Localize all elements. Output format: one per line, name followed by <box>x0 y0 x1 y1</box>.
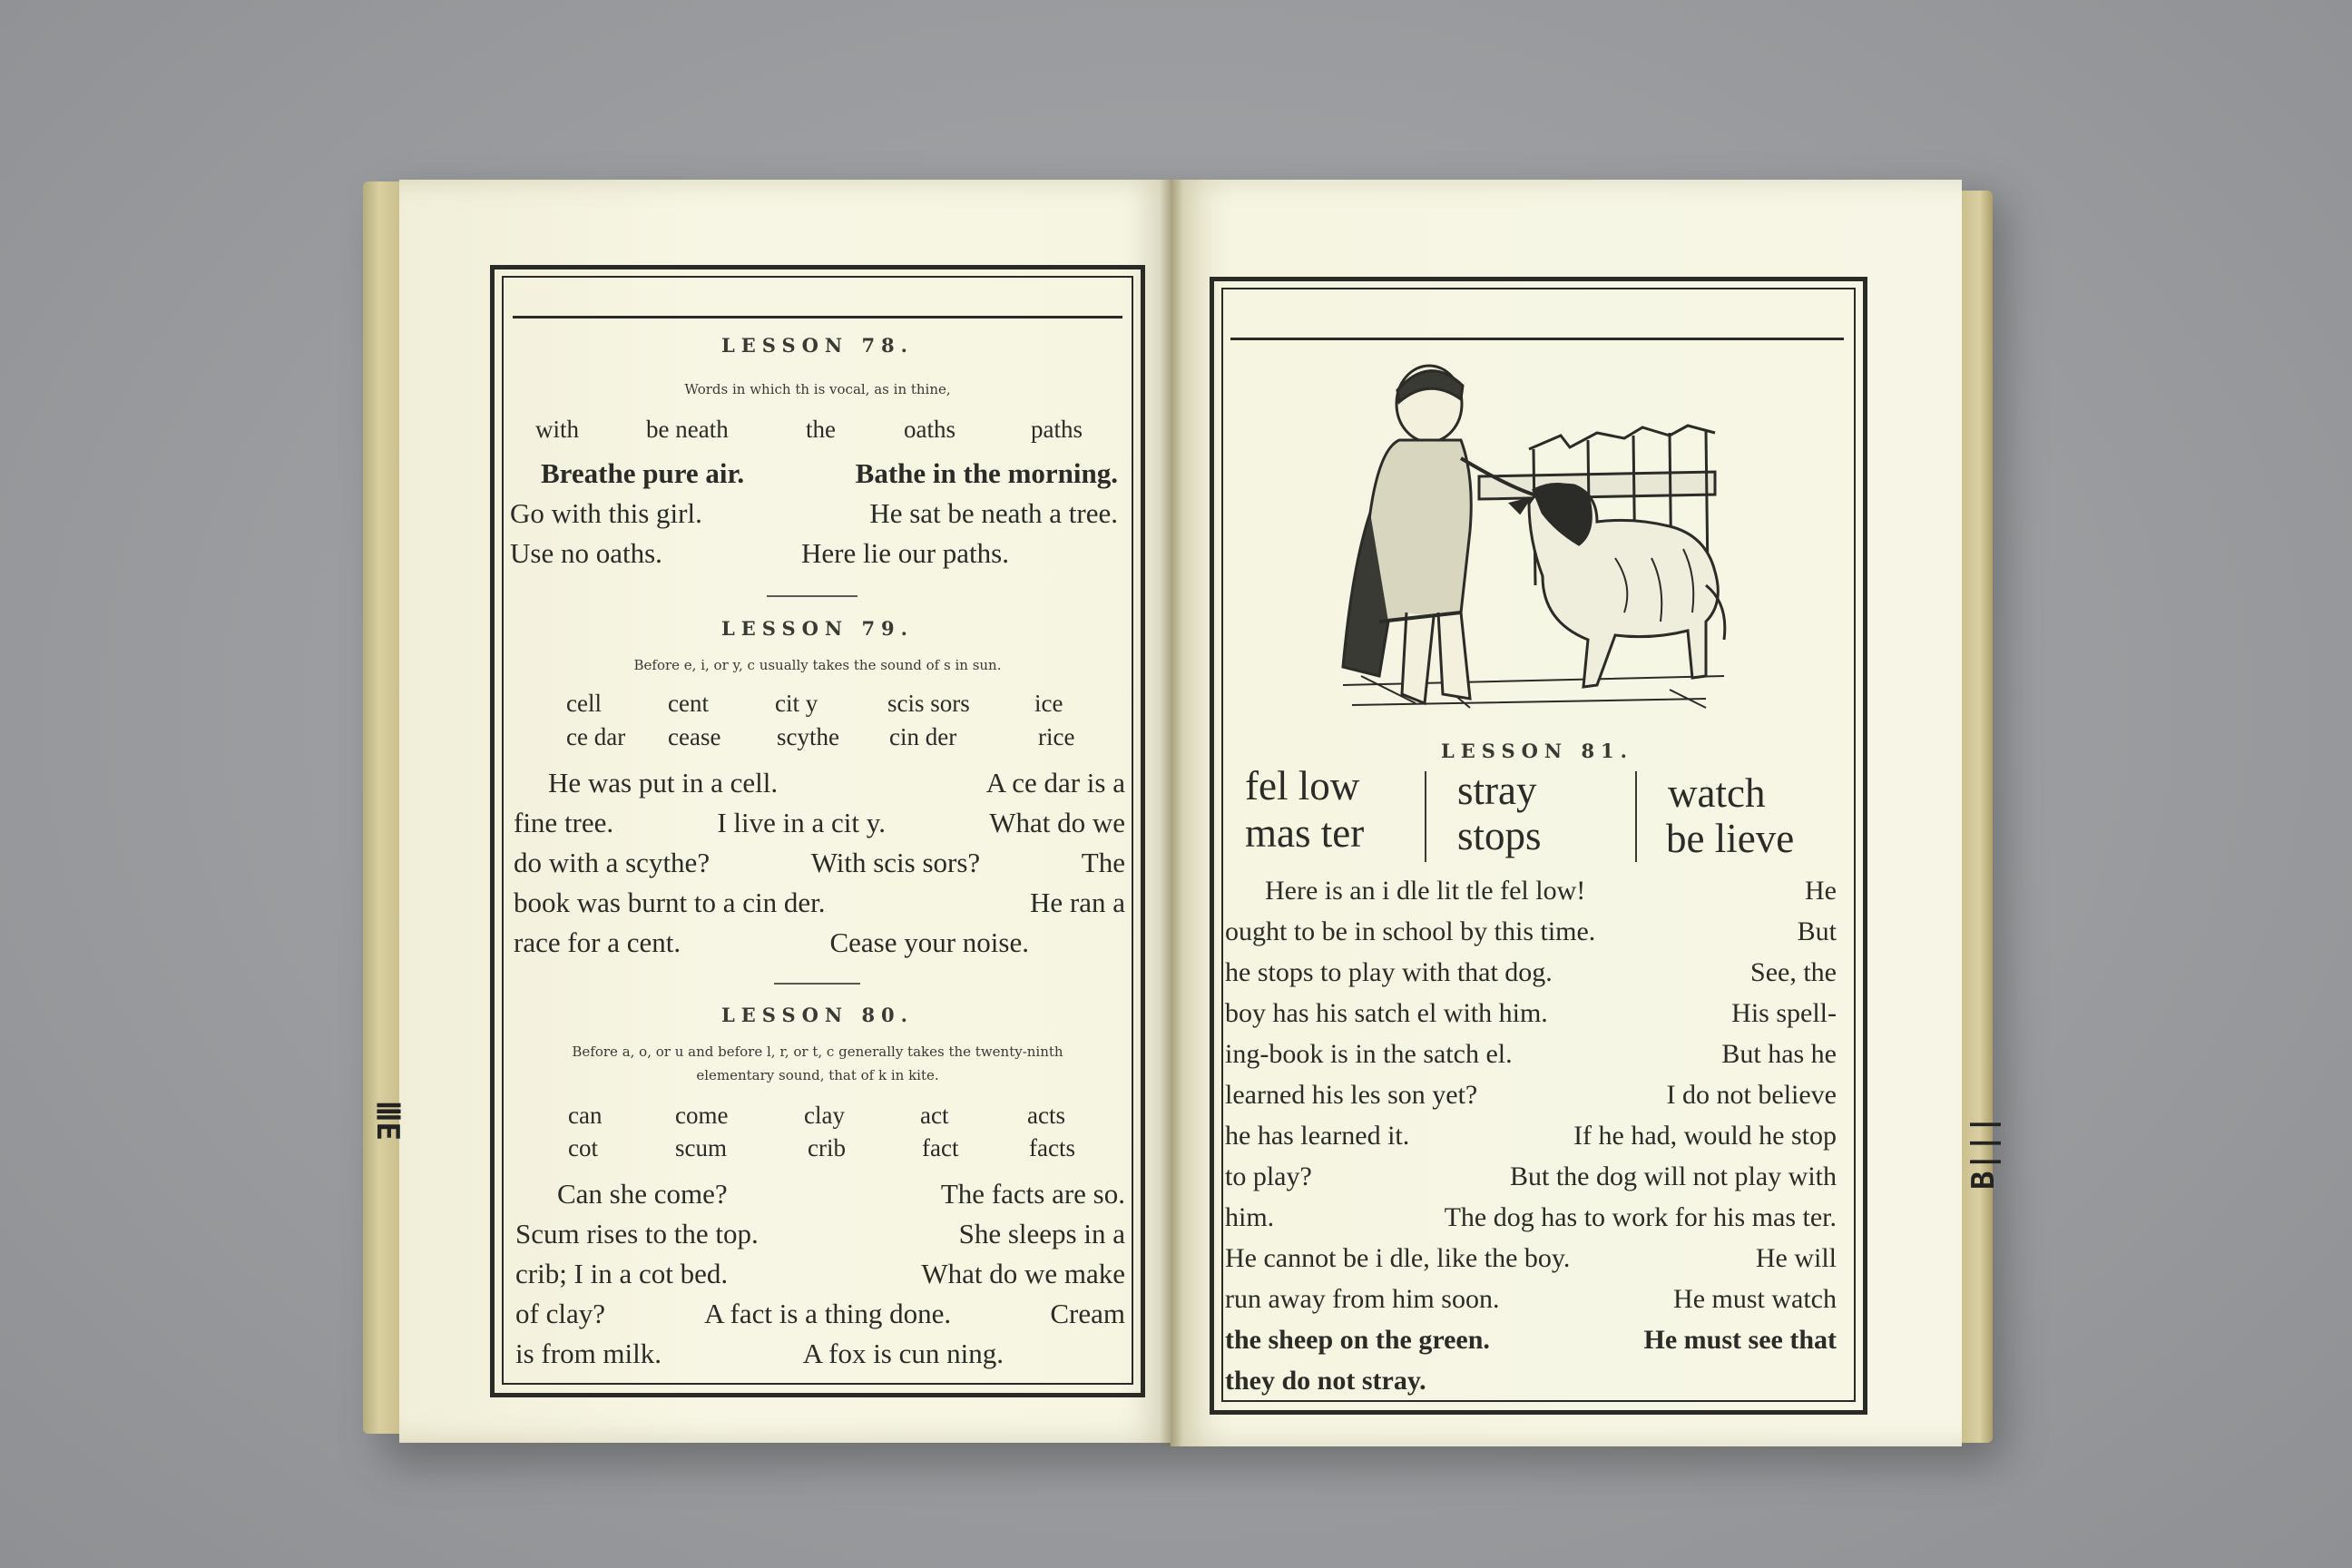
lesson-79-title: LESSON 79. <box>721 617 914 640</box>
lesson-79-line <box>514 847 1125 879</box>
sentence: crib; I in a cot bed. <box>515 1258 729 1289</box>
lesson-80-line <box>515 1298 1125 1330</box>
lesson-81-line <box>1225 1284 1837 1315</box>
sentence: What do we <box>989 807 1125 838</box>
sentence: learned his les son yet? <box>1225 1080 1478 1110</box>
word: act <box>920 1102 949 1129</box>
sentence: He sat be neath a tree. <box>869 497 1118 529</box>
sentence: Here lie our paths. <box>801 537 1009 569</box>
sentence: See, the <box>1750 957 1837 987</box>
sentence: With scis sors? <box>810 847 981 878</box>
sentence: He must watch <box>1673 1284 1837 1314</box>
sentence: But has he <box>1721 1039 1837 1069</box>
lesson-81-line <box>1225 1039 1837 1070</box>
lesson-79-line <box>548 767 1125 799</box>
lesson-81-line <box>1225 998 1837 1029</box>
sentence: do with a scythe? <box>514 847 710 878</box>
word: be neath <box>646 416 729 443</box>
book-gutter <box>1160 180 1183 1446</box>
sentence: The <box>1081 847 1125 878</box>
sentence: of clay? <box>515 1298 605 1329</box>
lesson-81-line <box>1225 1243 1837 1274</box>
sentence: He was put in a cell. <box>548 767 779 799</box>
sentence: The facts are so. <box>940 1178 1125 1210</box>
lesson-80-line <box>557 1178 1125 1210</box>
lesson-78-note: Words in which th is vocal, as in thine, <box>684 381 951 397</box>
word: fact <box>922 1134 959 1161</box>
child-and-dog-illustration <box>1325 349 1742 730</box>
lesson-81-line <box>1225 1325 1837 1356</box>
left-top-rule <box>513 316 1122 318</box>
sentence: He cannot be i dle, like the boy. <box>1225 1243 1571 1273</box>
sentence: I live in a cit y. <box>717 807 887 838</box>
sentence: they do not stray. <box>1225 1366 1426 1396</box>
sentence: Cream <box>1050 1298 1125 1329</box>
book-edge-right <box>1960 191 1993 1443</box>
word: scis sors <box>887 690 970 717</box>
sentence: A fox is cun ning. <box>802 1338 1004 1369</box>
word: oaths <box>904 416 956 443</box>
sentence: I do not believe <box>1666 1080 1837 1110</box>
word: rice <box>1038 723 1075 750</box>
sentence: She sleeps in a <box>958 1218 1125 1250</box>
page-edge-mark-left: ⅢE <box>368 1101 406 1141</box>
sentence: Breathe pure air. <box>541 457 745 489</box>
sentence: book was burnt to a cin der. <box>514 887 826 918</box>
lesson-78-line <box>510 537 1009 570</box>
column-divider <box>1425 771 1426 862</box>
sentence: He ran a <box>1030 887 1125 918</box>
sentence: Can she come? <box>557 1178 728 1210</box>
sentence: Scum rises to the top. <box>515 1218 759 1250</box>
vocab-word: fel low <box>1245 763 1360 808</box>
word: cell <box>566 690 602 717</box>
vocab-word: stray <box>1457 768 1537 813</box>
sentence: What do we make <box>921 1258 1125 1289</box>
word: with <box>535 416 580 443</box>
sentence: him. <box>1225 1202 1275 1232</box>
sentence: to play? <box>1225 1161 1312 1191</box>
sentence: race for a cent. <box>514 926 681 958</box>
page-edge-mark-right: B||| <box>1965 1115 2002 1190</box>
sentence: is from milk. <box>515 1338 662 1369</box>
lesson-81-line <box>1225 1080 1837 1111</box>
lesson-81-line <box>1225 1161 1837 1192</box>
sentence: The dog has to work for his mas ter. <box>1444 1202 1837 1232</box>
lesson-81-line <box>1225 1121 1837 1152</box>
lesson-81-title: LESSON 81. <box>1441 740 1633 762</box>
sentence: Use no oaths. <box>510 537 662 569</box>
lesson-79-line <box>514 807 1125 839</box>
lesson-79-note: Before e, i, or y, c usually takes the sound of s in sun. <box>633 657 1002 673</box>
lesson-80-line <box>515 1218 1125 1250</box>
lesson-80-line <box>515 1258 1125 1290</box>
word: cent <box>668 690 709 717</box>
word: cot <box>568 1134 598 1161</box>
vocab-word: stops <box>1457 813 1542 858</box>
lesson-80-note-line2: elementary sound, that of k in kite. <box>696 1067 939 1083</box>
lesson-81-line <box>1225 916 1837 947</box>
sentence: run away from him soon. <box>1225 1284 1500 1314</box>
sentence: His spell- <box>1731 998 1837 1028</box>
sentence: He <box>1805 876 1837 906</box>
word: facts <box>1029 1134 1075 1161</box>
sentence: If he had, would he stop <box>1573 1121 1837 1151</box>
lesson-78-line <box>541 457 1118 490</box>
column-divider <box>1635 771 1637 862</box>
vocab-word: mas ter <box>1245 810 1365 856</box>
lesson-80-note-line1: Before a, o, or u and before l, r, or t, c generally takes the twenty-ninth <box>572 1044 1063 1060</box>
sentence: Cease your noise. <box>829 926 1029 958</box>
word: can <box>568 1102 603 1129</box>
lesson-80-title: LESSON 80. <box>721 1004 914 1026</box>
sentence: He will <box>1755 1243 1837 1273</box>
word: cin der <box>889 723 957 750</box>
right-top-rule <box>1230 338 1844 340</box>
word: ice <box>1034 690 1063 717</box>
word: scum <box>675 1134 727 1161</box>
sentence: But the dog will not play with <box>1510 1161 1837 1191</box>
sentence: He must see that <box>1643 1325 1837 1355</box>
lesson-81-line <box>1225 1202 1837 1233</box>
word: the <box>806 416 836 443</box>
word: acts <box>1027 1102 1065 1129</box>
sentence: A fact is a thing done. <box>704 1298 952 1329</box>
book-edge-left <box>363 181 403 1434</box>
word: cit y <box>775 690 818 717</box>
sentence: ought to be in school by this time. <box>1225 916 1596 946</box>
sentence: Bathe in the morning. <box>855 457 1118 489</box>
sentence: he has learned it. <box>1225 1121 1410 1151</box>
sentence: ing-book is in the satch el. <box>1225 1039 1513 1069</box>
sentence: boy has his satch el with him. <box>1225 998 1548 1028</box>
lesson-78-title: LESSON 78. <box>721 334 914 357</box>
lesson-81-line <box>1225 1366 1497 1396</box>
word: cease <box>668 723 721 750</box>
sentence: fine tree. <box>514 807 614 838</box>
sentence: the sheep on the green. <box>1225 1325 1490 1355</box>
word: crib <box>808 1134 846 1161</box>
vocab-word: be lieve <box>1666 816 1795 861</box>
sentence: he stops to play with that dog. <box>1225 957 1553 987</box>
word: come <box>675 1102 729 1129</box>
separator-rule <box>774 983 860 985</box>
lesson-79-line <box>514 887 1125 919</box>
vocab-word: watch <box>1668 770 1766 816</box>
word: ce dar <box>566 723 626 750</box>
sentence: Here is an i dle lit tle fel low! <box>1265 876 1586 906</box>
lesson-81-line <box>1265 876 1837 906</box>
lesson-81-line <box>1225 957 1837 988</box>
sentence: But <box>1797 916 1837 946</box>
lesson-80-line <box>515 1338 1004 1370</box>
lesson-78-line <box>510 497 1118 530</box>
lesson-79-line <box>514 926 1029 959</box>
word: clay <box>804 1102 845 1129</box>
sentence: A ce dar is a <box>985 767 1125 799</box>
sentence: Go with this girl. <box>510 497 702 529</box>
word: paths <box>1031 416 1083 443</box>
separator-rule <box>767 595 858 597</box>
word: scythe <box>777 723 839 750</box>
